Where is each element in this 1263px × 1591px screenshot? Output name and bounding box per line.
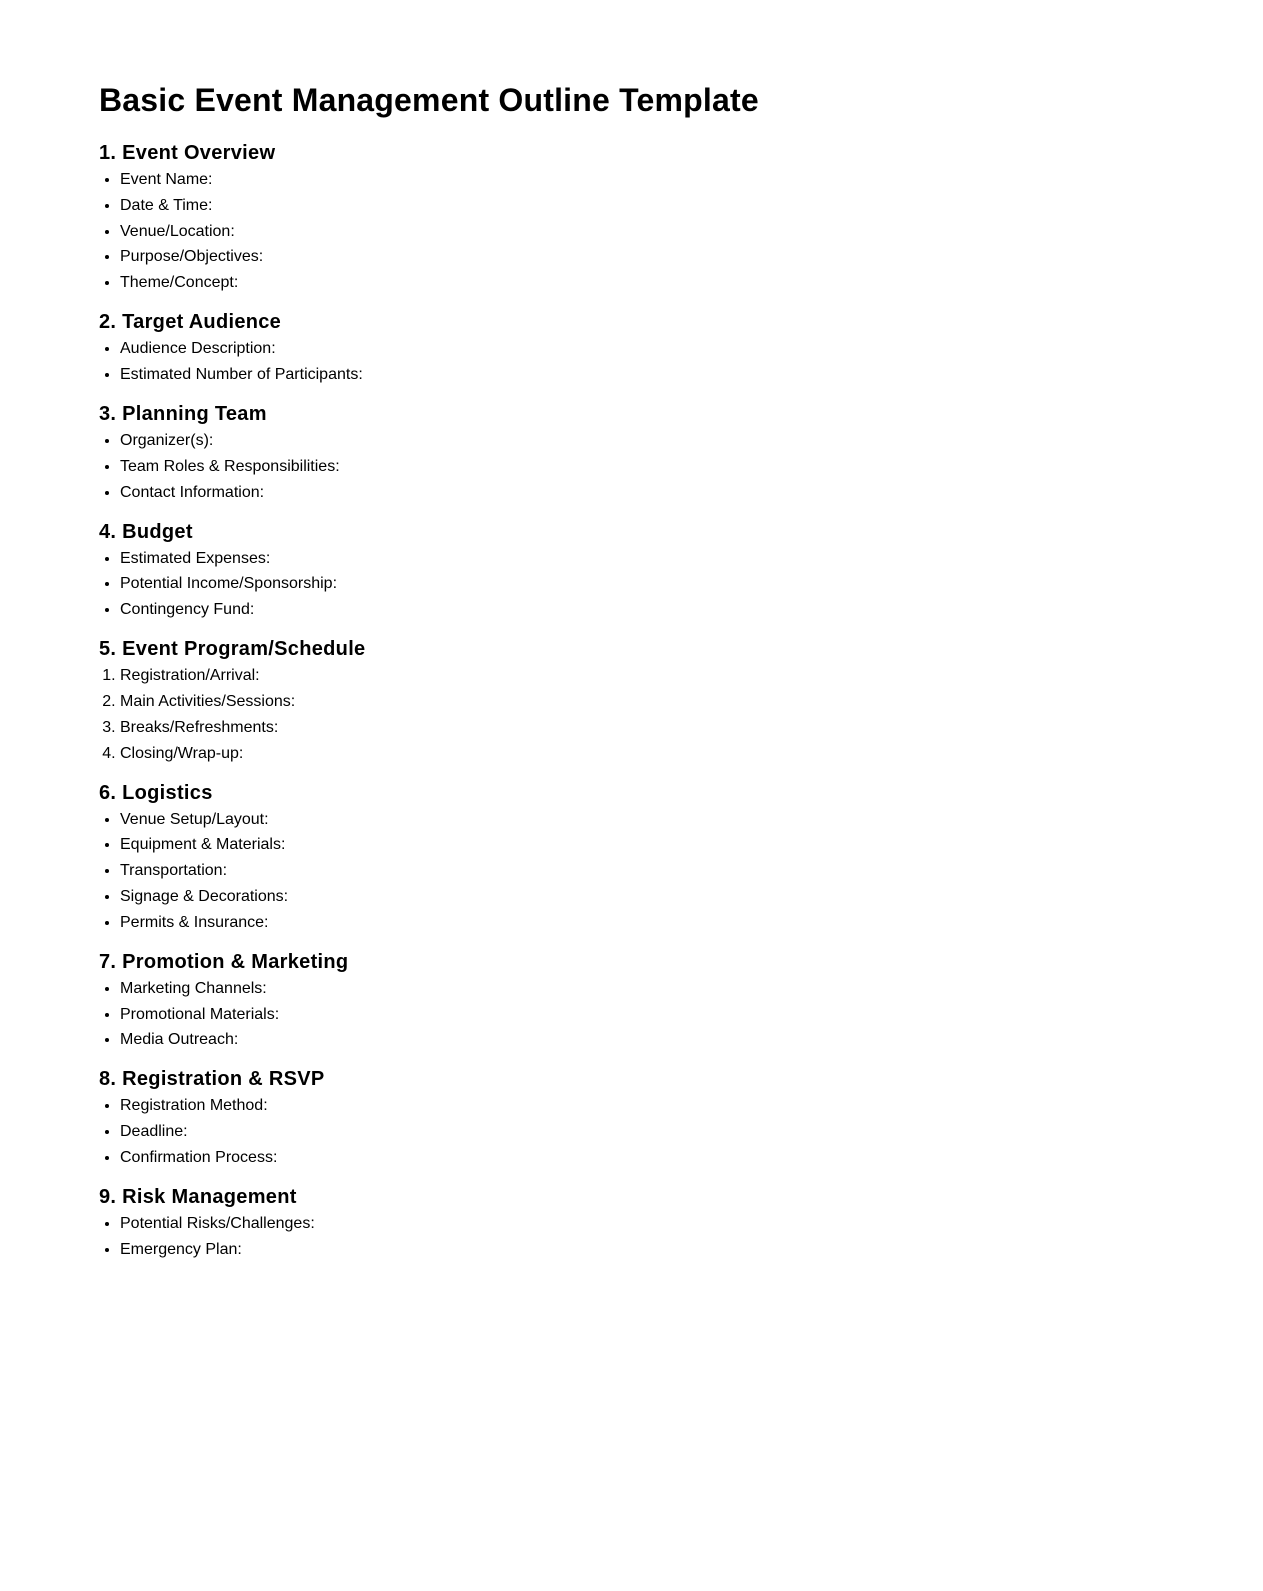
- section: [99, 1184, 1099, 1260]
- list-item: • Transportation:: [120, 861, 1099, 881]
- list-item: • Signage & Decorations:: [120, 887, 1099, 907]
- list-item: 3. Breaks/Refreshments:: [120, 718, 1099, 738]
- list-item: • Media Outreach:: [120, 1030, 1099, 1050]
- list-item: • Estimated Expenses:: [120, 549, 1099, 569]
- section-heading: 8. Registration & RSVP: [99, 1068, 325, 1091]
- section-heading: 2. Target Audience: [99, 311, 282, 334]
- list-item: 2. Main Activities/Sessions:: [120, 692, 1099, 712]
- bullet-list: [99, 339, 1099, 385]
- list-item: • Date & Time:: [120, 196, 1099, 216]
- list-item: • Event Name:: [120, 170, 1099, 190]
- list-item: • Confirmation Process:: [120, 1148, 1099, 1168]
- section-heading: 5. Event Program/Schedule: [99, 638, 366, 661]
- list-item: • Promotional Materials:: [120, 1005, 1099, 1025]
- bullet-list: [99, 170, 1099, 293]
- section: [99, 309, 1099, 385]
- section-heading: 6. Logistics: [99, 781, 213, 804]
- numbered-list: [99, 666, 1099, 763]
- section: [99, 949, 1099, 1051]
- list-item: • Equipment & Materials:: [120, 835, 1099, 855]
- section: [99, 140, 1099, 293]
- list-item: 1. Registration/Arrival:: [120, 666, 1099, 686]
- bullet-list: [99, 810, 1099, 933]
- list-item: • Potential Income/Sponsorship:: [120, 574, 1099, 594]
- list-item: • Theme/Concept:: [120, 273, 1099, 293]
- list-item: 4. Closing/Wrap-up:: [120, 744, 1099, 764]
- list-item: • Contingency Fund:: [120, 600, 1099, 620]
- section-heading: 4. Budget: [99, 520, 193, 543]
- section-heading: 1. Event Overview: [99, 142, 276, 164]
- list-item: • Emergency Plan:: [120, 1240, 1099, 1260]
- list-item: • Purpose/Objectives:: [120, 247, 1099, 267]
- list-item: • Venue/Location:: [120, 222, 1099, 242]
- document-body: [99, 80, 1099, 1292]
- list-item: • Permits & Insurance:: [120, 913, 1099, 933]
- list-item: • Team Roles & Responsibilities:: [120, 457, 1099, 477]
- section: [99, 519, 1099, 621]
- list-item: • Contact Information:: [120, 483, 1099, 503]
- list-item: • Registration Method:: [120, 1096, 1099, 1116]
- section: [99, 780, 1099, 933]
- section-heading: 3. Planning Team: [99, 402, 267, 425]
- list-item: • Organizer(s):: [120, 431, 1099, 451]
- section: [99, 401, 1099, 503]
- bullet-list: [99, 549, 1099, 621]
- bullet-list: [99, 1214, 1099, 1260]
- bullet-list: [99, 1096, 1099, 1168]
- list-item: • Deadline:: [120, 1122, 1099, 1142]
- section: [99, 1066, 1099, 1168]
- list-item: • Audience Description:: [120, 339, 1099, 359]
- list-item: • Marketing Channels:: [120, 979, 1099, 999]
- bullet-list: [99, 979, 1099, 1051]
- sections-container: [99, 140, 1099, 1260]
- list-item: • Estimated Number of Participants:: [120, 365, 1099, 385]
- list-item: • Potential Risks/Challenges:: [120, 1214, 1099, 1234]
- page-title: Basic Event Management Outline Template: [99, 82, 759, 118]
- section-heading: 7. Promotion & Marketing: [99, 950, 349, 973]
- list-item: • Venue Setup/Layout:: [120, 810, 1099, 830]
- section: [99, 636, 1099, 763]
- bullet-list: [99, 431, 1099, 503]
- section-heading: 9. Risk Management: [99, 1185, 297, 1208]
